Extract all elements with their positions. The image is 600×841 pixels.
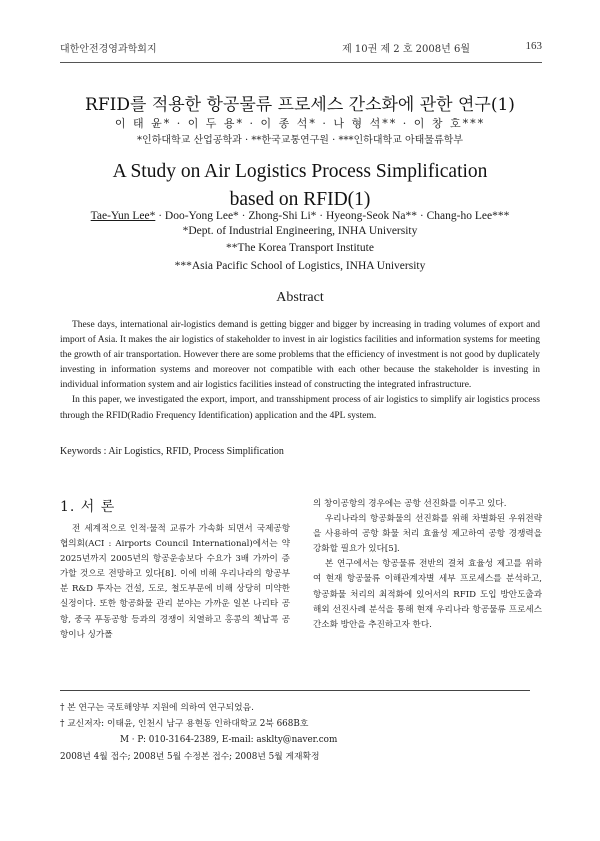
abstract-paragraph: These days, international air-logistics demand is getting bigger and bigger by increasing in trading volumes of export and import of Asia. It makes the air logistics of stakeholder to invest in air logistics facilities and information systems for meeting the growth of air transportation. However there are some problems that the efficiency of investment is not good by duplicately investing in information systems and moreover not compatible with each other because the stakeholder is investing in individual information system and air logistics facilities instead of constructing the integrated infrastructure. — [60, 320, 540, 391]
footnote-funding: † 본 연구는 국토해양부 지원에 의하여 연구되었음. — [60, 703, 254, 713]
section-heading: 1. 서 론 — [60, 499, 116, 515]
footnote-rule — [60, 690, 530, 691]
header-rule — [60, 62, 542, 63]
english-title-line-1: A Study on Air Logistics Process Simplification — [112, 161, 488, 182]
english-affiliation-3: ***Asia Pacific School of Logistics, INHA University — [174, 260, 426, 272]
korean-affiliations: *인하대학교 산업공학과 · **한국교통연구원 · ***인하대학교 아태물류학부 — [137, 135, 463, 146]
body-paragraph: 전 세계적으로 인적·물적 교류가 가속화 되면서 국제공항협의회(ACI : Airports Council International)에서는 약 2025년까지 2005년의 항공운송보다 수요가 3배 가까이 증가할 것으로 전망하고 있다[8]. 이에 비해 우리나라의 항공부분 R&D 투자는 건설, 도로, 철도부문에 비해 상당히 미약한 실정이다. 또한 항공화물 관리 분야는 가까운 일본 나리타 공항, 중국 푸동공항 등과의 경쟁이 치열하고 홍콩의 첵납콕 공항이나 싱가폴 — [60, 524, 290, 640]
body-paragraph: 우리나라의 항공화물의 선진화를 위해 차별화된 우위전략을 사용하여 공항 화물 처리 효율성 제고하여 공항 경쟁력을 강화할 필요가 있다[5]. — [313, 514, 542, 555]
coauthors: · Doo-Yong Lee* · Zhong-Shi Li* · Hyeong-Seok Na** · Chang-ho Lee*** — [155, 210, 510, 222]
right-column — [313, 497, 542, 633]
corresponding-author: Tae-Yun Lee* — [90, 210, 156, 222]
body-paragraph: 의 창이공항의 경우에는 공항 선진화를 이루고 있다. — [313, 499, 507, 509]
english-affiliation-2: **The Korea Transport Institute — [226, 242, 374, 254]
footnote-contact: M · P: 010-3164-2389, E-mail: asklty@naver.com — [120, 735, 338, 746]
korean-authors: 이 태 윤* · 이 두 용* · 이 종 석* · 나 형 석** · 이 창 호*** — [114, 117, 486, 130]
journal-name: 대한안전경영과학회지 — [60, 44, 157, 55]
english-affiliation-1: *Dept. of Industrial Engineering, INHA University — [182, 225, 418, 237]
korean-title: RFID를 적용한 항공물류 프로세스 간소화에 관한 연구(1) — [85, 95, 515, 115]
english-title — [0, 158, 600, 214]
left-column — [60, 522, 290, 643]
issue-info: 제 10권 제 2 호 2008년 6월 — [342, 44, 470, 55]
abstract-heading: Abstract — [276, 290, 324, 305]
english-title-line-2: based on RFID(1) — [229, 189, 371, 210]
english-authors — [0, 210, 600, 222]
footnote-dates: 2008년 4월 접수; 2008년 5월 수정본 접수; 2008년 5월 게재확정 — [60, 751, 320, 762]
footnotes — [60, 700, 540, 765]
abstract-paragraph: In this paper, we investigated the export, import, and transshipment process of air logistics to simplify air logistics process through the RFID(Radio Frequency Identification) application and the 4PL system. — [60, 395, 540, 421]
abstract-body — [60, 318, 540, 424]
running-header — [0, 40, 600, 56]
footnote-corresponding: † 교신저자: 이태윤, 인천시 남구 용현동 인하대학교 2북 668B호 — [60, 719, 309, 730]
keywords: Keywords : Air Logistics, RFID, Process Simplification — [60, 446, 284, 457]
body-paragraph: 본 연구에서는 항공물류 전반의 결쳐 효율성 제고를 위하여 현재 항공물류 이해관계자별 세부 프로세스를 분석하고, 항공화물 처리의 최적화에 있어서의 RFID 도입 방안도출과 해외 선진사례 분석을 통해 현재 우리나라 항공물류 프로세스 간소화 방안을 추진하고자 한다. — [313, 559, 542, 630]
page-number: 163 — [525, 40, 542, 52]
